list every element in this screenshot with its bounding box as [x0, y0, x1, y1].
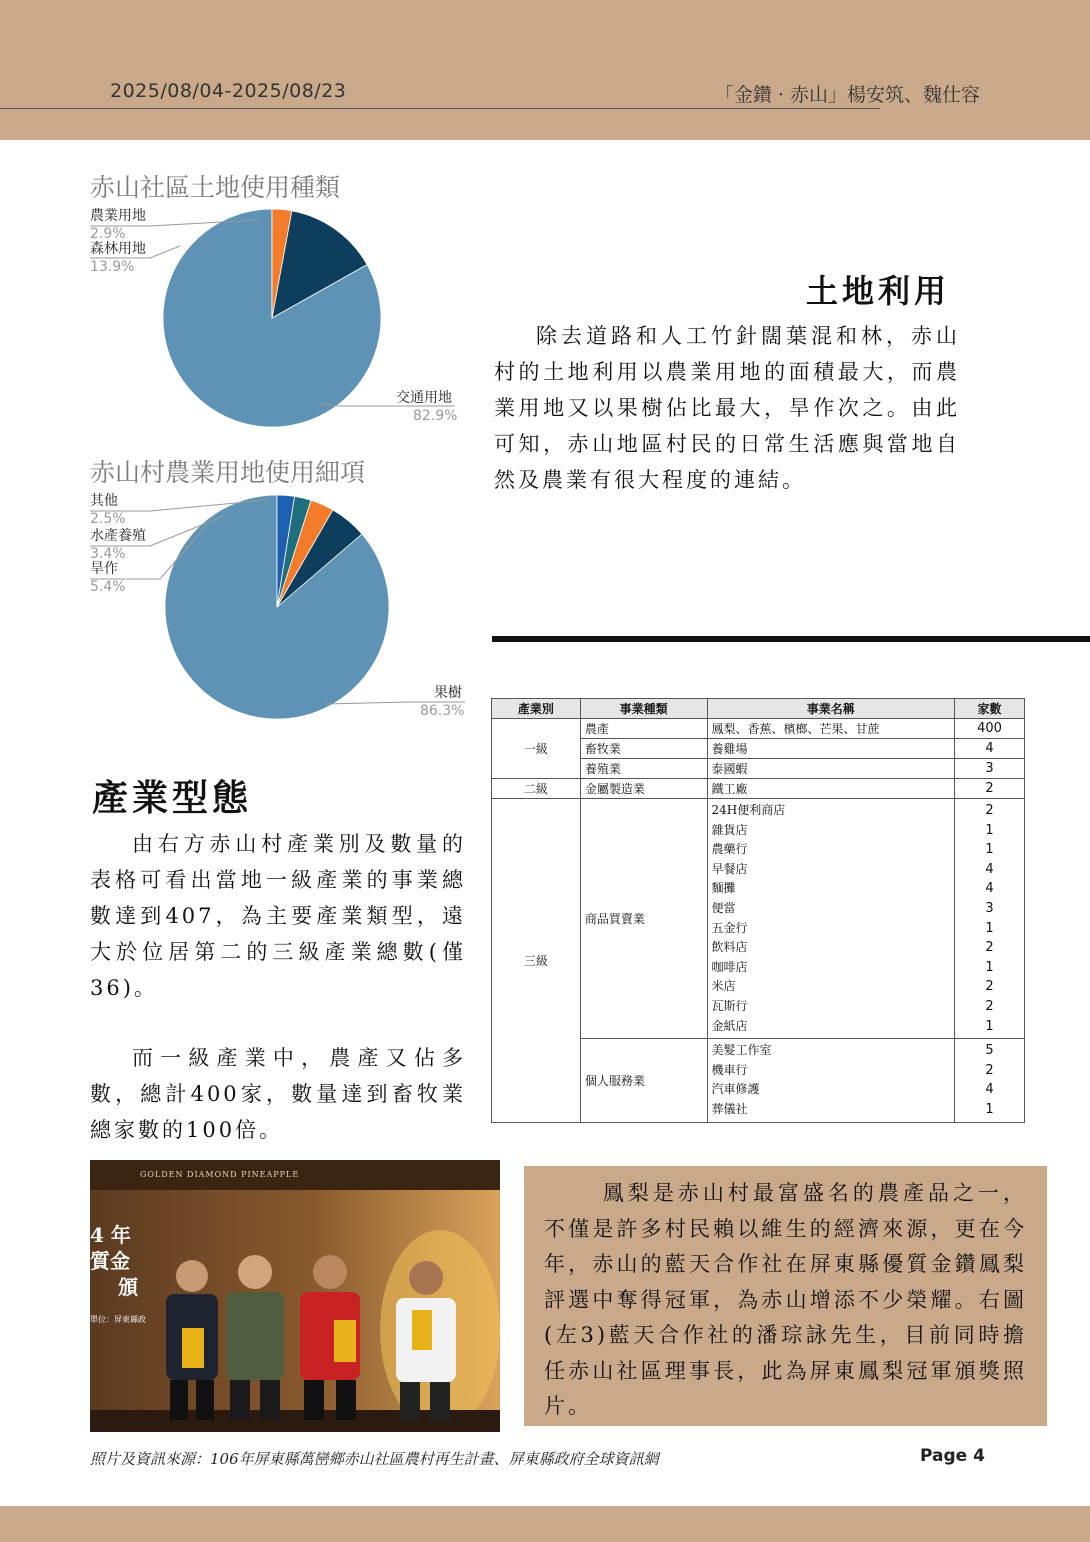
footer-source: 照片及資訊來源：106年屏東縣萬巒鄉赤山社區農村再生計畫、屏東縣政府全球資訊網: [90, 1450, 659, 1468]
award-photo: [90, 1160, 500, 1432]
table-name-item: 飲料店: [711, 940, 748, 955]
table-count: 400: [955, 719, 1025, 739]
photo-backdrop-small-text: 單位：屏東縣政: [90, 1315, 146, 1324]
land-use-pct-agriculture: 2.9%: [90, 226, 126, 242]
table-header-type: 事業種類: [580, 699, 707, 719]
table-count-item: 2: [985, 1062, 994, 1078]
table-count-item: 2: [985, 979, 994, 995]
table-count: 3: [955, 759, 1025, 779]
table-level-secondary: 二級: [492, 779, 581, 799]
table-name: 鳳梨、香蕉、檳榔、芒果、甘蔗: [707, 719, 955, 739]
table-count-item: 5: [985, 1043, 994, 1059]
farm-use-pct-dryland: 5.4%: [90, 579, 126, 595]
table-count-item: 4: [985, 861, 994, 877]
table-name-item: 咖啡店: [711, 959, 748, 974]
table-name-list: [707, 1039, 955, 1122]
table-name: 鐵工廠: [707, 779, 955, 799]
table-name-item: 五金行: [711, 920, 748, 935]
land-use-label-agriculture: 農業用地: [90, 208, 146, 224]
header-title: 「金鑽 · 赤山」楊安筑、魏仕容: [714, 84, 980, 106]
table-type: 個人服務業: [580, 1039, 707, 1122]
table-name-item: 便當: [711, 900, 736, 915]
table-name-item: 葬儀社: [711, 1101, 748, 1116]
industry-paragraph-2: 而一級產業中，農產又佔多數，總計400家，數量達到畜牧業總家數的100倍。: [90, 1046, 466, 1142]
industry-text: [90, 826, 466, 1148]
award-photo-illustration: [90, 1160, 500, 1432]
table-level-primary: 一級: [492, 719, 581, 779]
land-use-pct-transport: 82.9%: [413, 408, 458, 424]
footer-band: [0, 1506, 1090, 1542]
table-count-item: 2: [985, 940, 994, 956]
table-type: 畜牧業: [580, 739, 707, 759]
table-count-item: 1: [985, 959, 994, 975]
table-name-item: 麵攤: [711, 881, 736, 896]
footer-page-number: Page 4: [920, 1446, 985, 1466]
photo-backdrop-text: [90, 1222, 138, 1300]
table-count-item: 1: [985, 1101, 994, 1117]
table-name-item: 早餐店: [711, 861, 748, 876]
table-type: 金屬製造業: [580, 779, 707, 799]
table-count: 4: [955, 739, 1025, 759]
photo-backdrop-line-3: 頒: [118, 1275, 138, 1299]
table-count-list: [955, 799, 1025, 1039]
land-use-label-transport: 交通用地: [396, 390, 452, 406]
section-divider: [492, 636, 1090, 642]
table-name-item: 金紙店: [711, 1018, 748, 1033]
land-use-heading: 土地利用: [806, 272, 951, 310]
table-name-item: 農藥行: [711, 842, 748, 857]
table-name-item: 24H便利商店: [711, 803, 786, 817]
table-header-name: 事業名稱: [707, 699, 955, 719]
table-count-list: [955, 1039, 1025, 1122]
industry-paragraph-1: 由右方赤山村產業別及數量的表格可看出當地一級產業的事業總數達到407，為主要產業類型，遠大於位居第二的三級產業總數(僅36)。: [90, 832, 466, 1000]
table-name-item: 汽車修護: [711, 1082, 760, 1097]
table-count-item: 2: [985, 998, 994, 1014]
table-count-item: 3: [985, 900, 994, 916]
land-use-chart-title: 赤山社區土地使用種類: [90, 173, 341, 202]
table-level-tertiary: 三級: [492, 799, 581, 1123]
table-name-item: 米店: [711, 979, 736, 994]
header-date-range: 2025/08/04-2025/08/23: [110, 80, 347, 102]
table-type: 商品買賣業: [580, 799, 707, 1039]
table-count-item: 2: [985, 803, 994, 818]
table-name: 泰國蝦: [707, 759, 955, 779]
industry-table: [491, 698, 1025, 1123]
table-count-item: 1: [985, 1018, 994, 1034]
table-header-count: 家數: [955, 699, 1025, 719]
table-header-level: 產業別: [492, 699, 581, 719]
farm-use-label-dryland: 旱作: [90, 561, 118, 577]
table-name-list: [707, 799, 955, 1039]
table-count-item: 1: [985, 822, 994, 838]
farm-use-pie: [165, 495, 389, 719]
land-use-paragraph: [494, 318, 960, 498]
table-name-item: 美髮工作室: [711, 1043, 772, 1058]
photo-backdrop-line-2: 質金: [90, 1249, 130, 1273]
land-use-label-forest: 森林用地: [90, 241, 146, 257]
farm-use-label-fruit: 果樹: [434, 685, 462, 701]
table-count-item: 4: [985, 1082, 994, 1098]
industry-heading: 產業型態: [92, 777, 253, 819]
photo-caption-box: [524, 1166, 1047, 1426]
table-header-row: [492, 699, 1025, 719]
farm-use-pct-fruit: 86.3%: [420, 703, 465, 719]
table-type: 養殖業: [580, 759, 707, 779]
table-row: [492, 719, 1025, 739]
farm-use-pct-other: 2.5%: [90, 511, 126, 527]
table-count-item: 1: [985, 842, 994, 858]
table-row: [492, 799, 1025, 1039]
table-row: [492, 779, 1025, 799]
photo-caption-text: 鳳梨是赤山村最富盛名的農產品之一，不僅是許多村民賴以維生的經濟來源，更在今年，赤山的藍天合作社在屏東縣優質金鑽鳳梨評選中奪得冠軍，為赤山增添不少榮耀。右圖(左3)藍天合作社的潘琮詠先生，目前同時擔任赤山社區理事長，此為屏東鳳梨冠軍頒獎照片。: [544, 1181, 1027, 1418]
table-count-item: 4: [985, 881, 994, 897]
table-name-item: 機車行: [711, 1062, 748, 1077]
farm-use-chart-title: 赤山村農業用地使用細項: [90, 458, 366, 487]
table-count: 2: [955, 779, 1025, 799]
table-name-item: 雜貨店: [711, 822, 748, 837]
table-count-item: 1: [985, 920, 994, 936]
land-use-pct-forest: 13.9%: [90, 259, 135, 275]
farm-use-label-other: 其他: [90, 493, 118, 509]
farm-use-label-aquaculture: 水產養殖: [90, 528, 146, 544]
table-name: 養雞場: [707, 739, 955, 759]
farm-use-pct-aquaculture: 3.4%: [90, 546, 126, 562]
photo-backdrop-line-1: 4 年: [90, 1223, 131, 1247]
photo-banner-text: GOLDEN DIAMOND PINEAPPLE: [140, 1170, 300, 1179]
land-use-paragraph-text: 除去道路和人工竹針闊葉混和林，赤山村的土地利用以農業用地的面積最大，而農業用地又以果樹佔比最大，旱作次之。由此可知，赤山地區村民的日常生活應與當地自然及農業有很大程度的連結。: [494, 324, 960, 492]
table-type: 農產: [580, 719, 707, 739]
table-name-item: 瓦斯行: [711, 998, 748, 1013]
